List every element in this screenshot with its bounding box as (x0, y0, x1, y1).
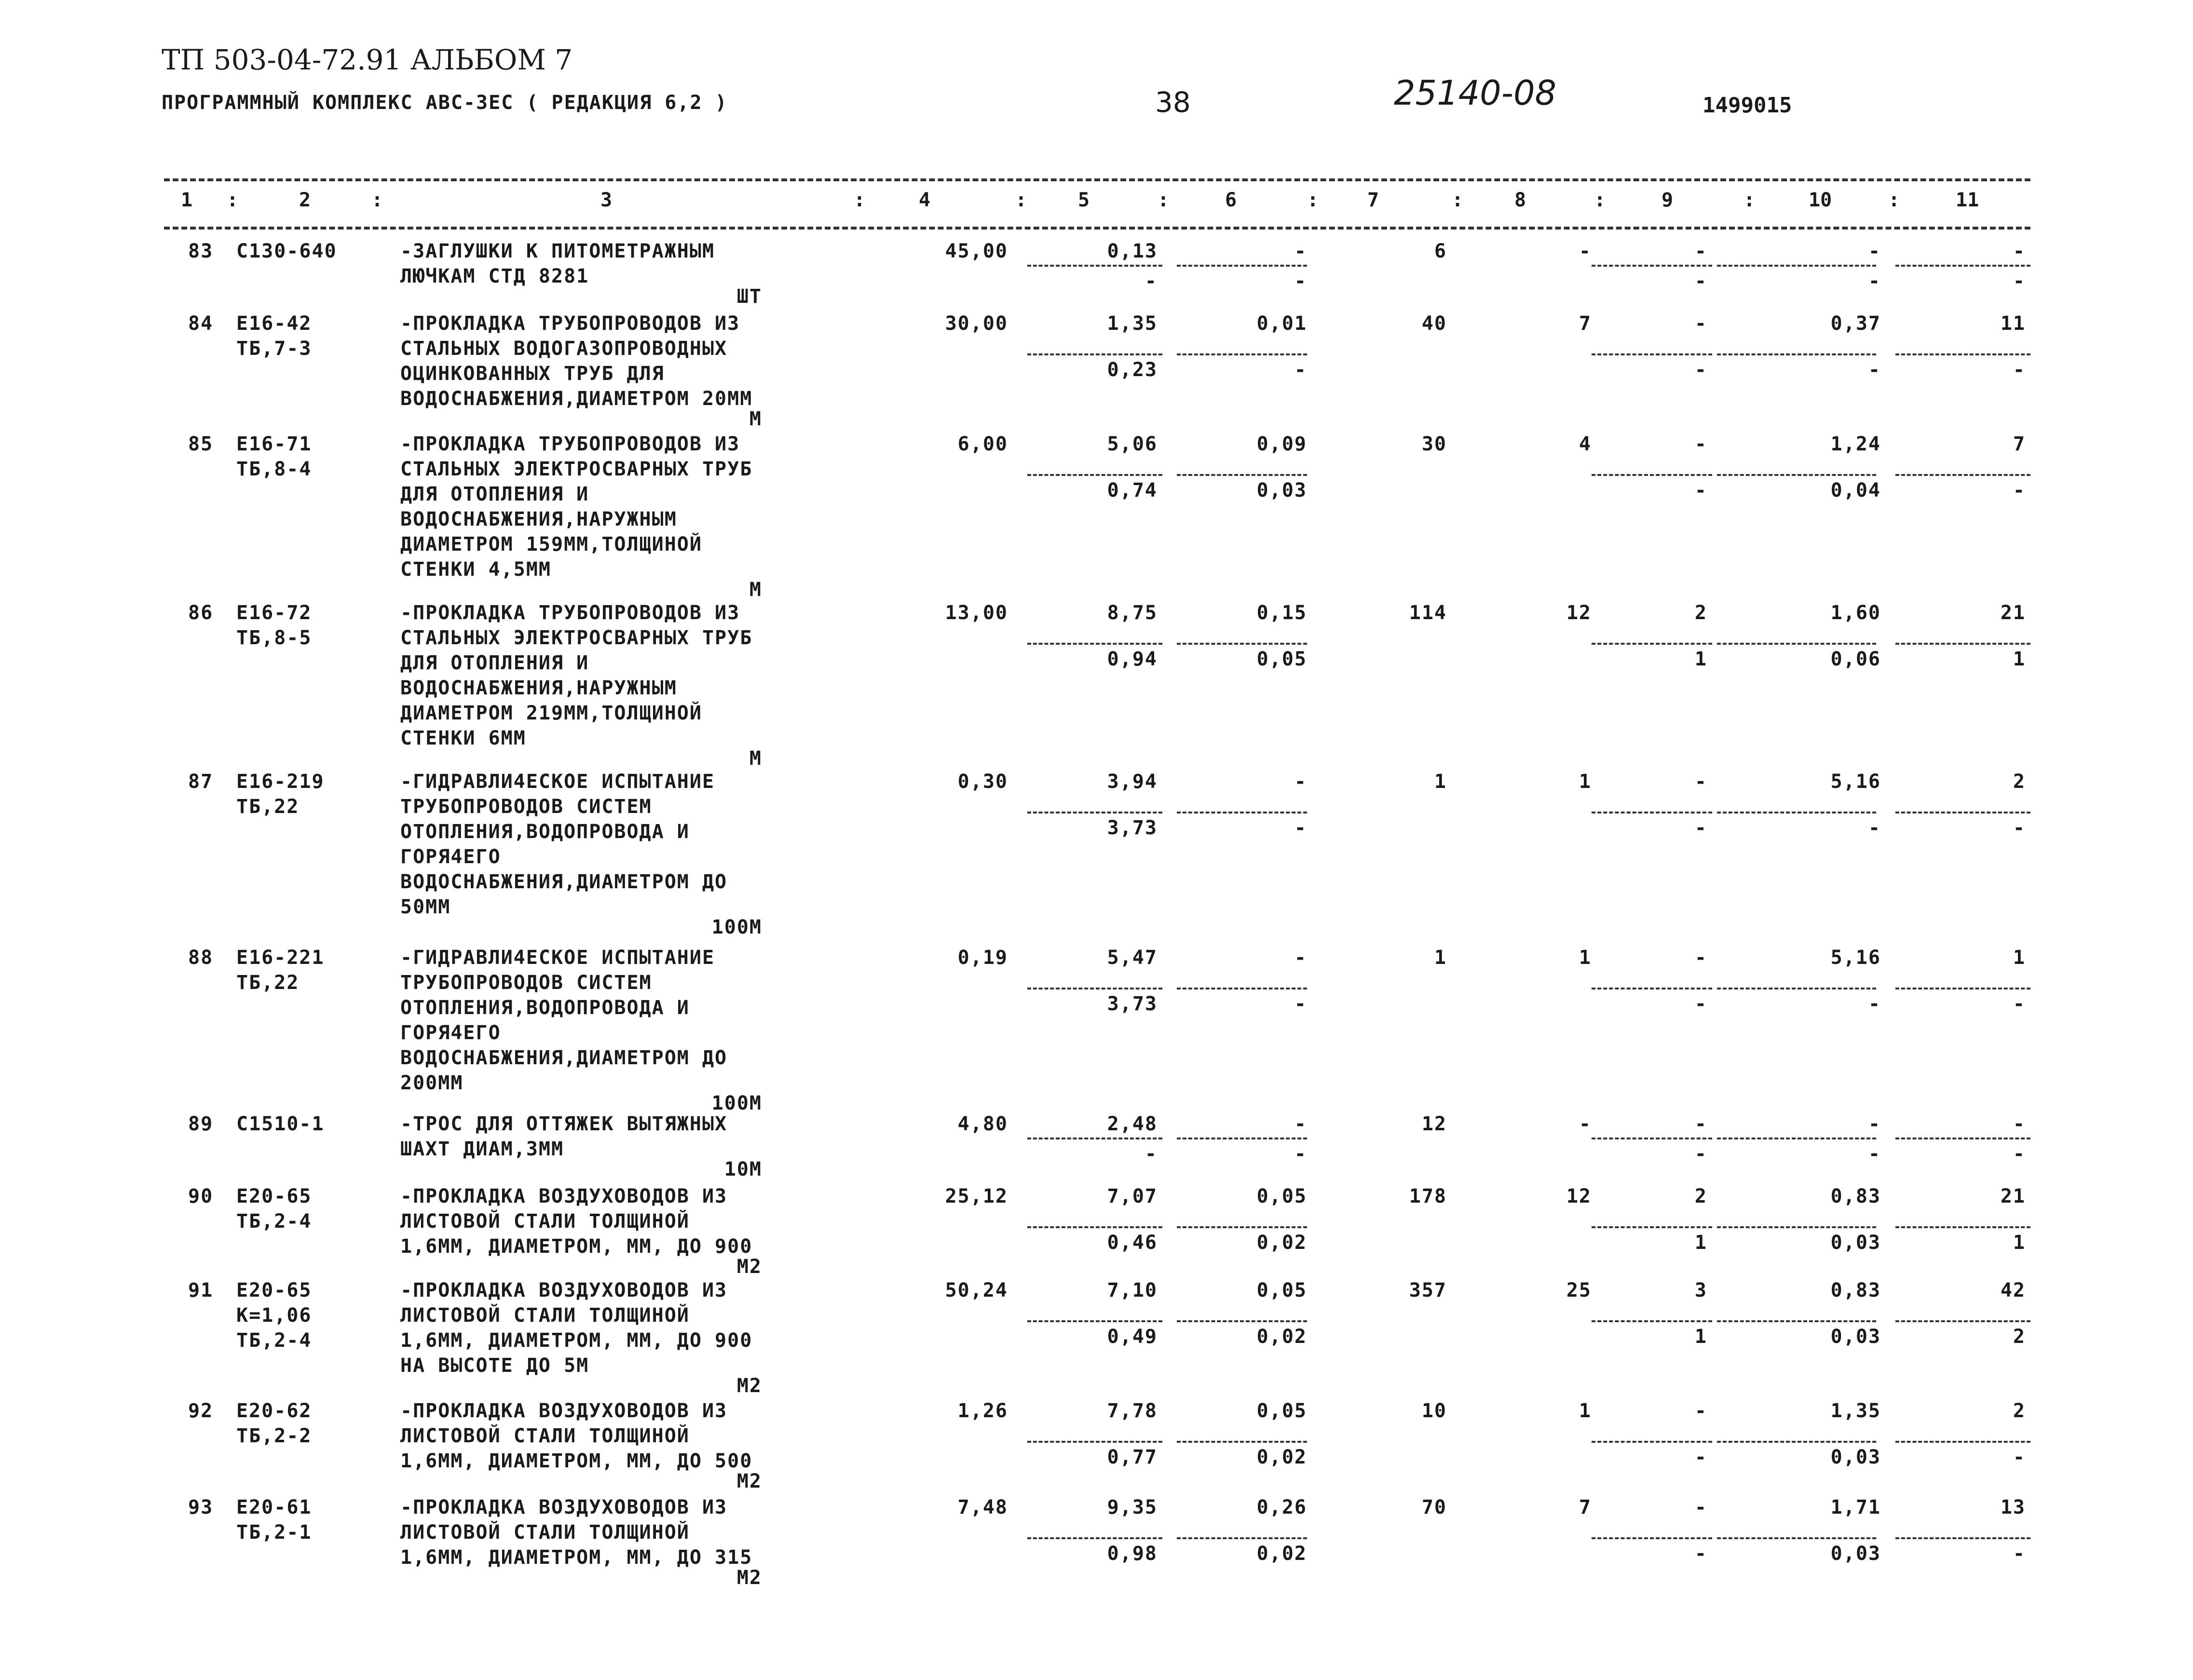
work-description: -ЗАГЛУШКИ К ПИТОМЕТРАЖНЫМ ЛЮЧКАМ СТД 8281 (400, 240, 715, 287)
unit-of-measure: 10М (724, 1158, 762, 1180)
value-col11-lower: - (2013, 1543, 2026, 1565)
column-separator: : (1888, 189, 1900, 211)
value-col11: 21 (2000, 602, 2026, 624)
value-divider (1177, 474, 1307, 476)
unit-of-measure: 100М (711, 916, 762, 938)
value-col5-lower: - (1144, 270, 1158, 293)
value-col9-lower: 1 (1694, 1326, 1707, 1348)
value-divider (1177, 265, 1307, 267)
value-divider (1177, 812, 1307, 813)
value-divider (1717, 265, 1876, 267)
value-divider (1895, 812, 2030, 813)
quantity: 25,12 (945, 1185, 1008, 1207)
value-col9: 2 (1694, 602, 1707, 624)
value-divider (1592, 1537, 1712, 1539)
value-col9: - (1694, 947, 1707, 969)
row-number: 85 (188, 433, 214, 455)
value-divider (1177, 643, 1307, 645)
value-col11: - (2013, 1113, 2026, 1135)
work-description: -ПРОКЛАДКА ТРУБОПРОВОДОВ ИЗ СТАЛЬНЫХ ВОДОГАЗОПРОВОДНЫХ ОЦИНКОВАННЫХ ТРУБ ДЛЯ ВОДОСНАБЖЕНИЯ,ДИАМЕТРОМ 20ММ (400, 312, 753, 410)
column-separator: : (1158, 189, 1170, 211)
value-col6: - (1294, 771, 1307, 793)
value-col6: - (1294, 947, 1307, 969)
value-col9: 2 (1694, 1185, 1707, 1207)
value-col5: 5,47 (1107, 947, 1158, 969)
table-top-rule (164, 178, 2030, 181)
column-separator: : (1015, 189, 1027, 211)
value-col5: 0,13 (1107, 240, 1158, 262)
value-col9-lower: - (1694, 1446, 1707, 1468)
handwritten-code: 25140-08 (1394, 73, 1557, 113)
column-header: 3 (600, 189, 613, 211)
value-col5-lower: 0,94 (1107, 648, 1158, 670)
value-col8: 7 (1579, 312, 1592, 335)
value-col8: 1 (1579, 947, 1592, 969)
value-col7: 1 (1434, 947, 1447, 969)
value-divider (1895, 1138, 2030, 1139)
column-header: 8 (1514, 189, 1526, 211)
work-description: -ПРОКЛАДКА ТРУБОПРОВОДОВ ИЗ СТАЛЬНЫХ ЭЛЕКТРОСВАРНЫХ ТРУБ ДЛЯ ОТОПЛЕНИЯ И ВОДОСНАБЖЕНИЯ,НАРУЖНЫМ ДИАМЕТРОМ 219ММ,ТОЛЩИНОЙ СТЕНКИ 6ММ (400, 602, 753, 749)
column-header: 9 (1662, 189, 1674, 211)
value-col6-lower: - (1294, 1143, 1307, 1165)
value-col10: - (1868, 240, 1881, 262)
column-header: 6 (1225, 189, 1237, 211)
value-col5-lower: - (1144, 1143, 1158, 1165)
value-col10-lower: 0,03 (1830, 1326, 1881, 1348)
quantity: 1,26 (957, 1400, 1008, 1422)
row-number: 88 (188, 947, 214, 969)
value-col10-lower: - (1868, 993, 1881, 1015)
unit-of-measure: М2 (736, 1375, 762, 1397)
value-col5: 5,06 (1107, 433, 1158, 455)
value-divider (1895, 1537, 2030, 1539)
resource-code: Е20-65 К=1,06 ТБ,2-4 (236, 1279, 312, 1352)
work-description: -ПРОКЛАДКА ВОЗДУХОВОДОВ ИЗ ЛИСТОВОЙ СТАЛИ ТОЛЩИНОЙ 1,6ММ, ДИАМЕТРОМ, ММ, ДО 500 (400, 1400, 753, 1472)
value-divider (1027, 1320, 1162, 1322)
work-description: -ПРОКЛАДКА ВОЗДУХОВОДОВ ИЗ ЛИСТОВОЙ СТАЛИ ТОЛЩИНОЙ 1,6ММ, ДИАМЕТРОМ, ММ, ДО 900 НА ВЫСОТЕ ДО 5М (400, 1279, 753, 1377)
value-divider (1717, 1138, 1876, 1139)
row-number: 87 (188, 771, 214, 793)
value-col10: 1,71 (1830, 1496, 1881, 1518)
column-header: 7 (1367, 189, 1379, 211)
column-separator: : (1452, 189, 1464, 211)
value-col5-lower: 0,46 (1107, 1232, 1158, 1254)
unit-of-measure: М2 (736, 1256, 762, 1278)
column-header: 10 (1809, 189, 1832, 211)
resource-code: Е16-221 ТБ,22 (236, 947, 325, 994)
value-col6: - (1294, 240, 1307, 262)
value-divider (1177, 1226, 1307, 1228)
value-col11-lower: - (2013, 1143, 2026, 1165)
row-number: 83 (188, 240, 214, 262)
resource-code: С130-640 (236, 240, 337, 262)
value-divider (1027, 1138, 1162, 1139)
value-col7: 12 (1421, 1113, 1447, 1135)
value-divider (1027, 474, 1162, 476)
unit-of-measure: 100М (711, 1092, 762, 1114)
row-number: 89 (188, 1113, 214, 1135)
value-col6: 0,05 (1256, 1185, 1307, 1207)
row-number: 91 (188, 1279, 214, 1301)
value-col11-lower: - (2013, 1446, 2026, 1468)
row-number: 86 (188, 602, 214, 624)
value-col9-lower: - (1694, 993, 1707, 1015)
value-col11-lower: 1 (2013, 648, 2026, 670)
quantity: 4,80 (957, 1113, 1008, 1135)
value-col11: 13 (2000, 1496, 2026, 1518)
value-col5: 3,94 (1107, 771, 1158, 793)
value-col6-lower: - (1294, 993, 1307, 1015)
value-divider (1027, 988, 1162, 989)
value-divider (1895, 474, 2030, 476)
value-divider (1592, 1320, 1712, 1322)
work-description: -ПРОКЛАДКА ВОЗДУХОВОДОВ ИЗ ЛИСТОВОЙ СТАЛИ ТОЛЩИНОЙ 1,6ММ, ДИАМЕТРОМ, ММ, ДО 900 (400, 1185, 753, 1258)
work-description: -ГИДРАВЛИ4ЕСКОЕ ИСПЫТАНИЕ ТРУБОПРОВОДОВ СИСТЕМ ОТОПЛЕНИЯ,ВОДОПРОВОДА И ГОРЯ4ЕГО ВОДОСНАБЖЕНИЯ,ДИАМЕТРОМ ДО 50ММ (400, 771, 728, 918)
value-col5-lower: 0,49 (1107, 1326, 1158, 1348)
value-col9-lower: - (1694, 270, 1707, 293)
value-col10-lower: 0,03 (1830, 1232, 1881, 1254)
value-col6: 0,05 (1256, 1400, 1307, 1422)
value-col11-lower: - (2013, 359, 2026, 381)
value-col10: 0,37 (1830, 312, 1881, 335)
value-col8: 4 (1579, 433, 1592, 455)
value-col10-lower: - (1868, 1143, 1881, 1165)
resource-code: С1510-1 (236, 1113, 325, 1135)
value-col10: - (1868, 1113, 1881, 1135)
value-divider (1895, 353, 2030, 355)
value-col8: 12 (1566, 602, 1592, 624)
value-col11: 7 (2013, 433, 2026, 455)
value-col5: 2,48 (1107, 1113, 1158, 1135)
value-col10: 5,16 (1830, 947, 1881, 969)
value-divider (1592, 812, 1712, 813)
value-col8: 7 (1579, 1496, 1592, 1518)
value-col7: 30 (1421, 433, 1447, 455)
value-col11-lower: - (2013, 270, 2026, 293)
value-divider (1027, 1441, 1162, 1443)
value-divider (1717, 1320, 1876, 1322)
value-col9: - (1694, 312, 1707, 335)
page-number: 38 (1155, 86, 1191, 119)
value-col7: 114 (1409, 602, 1447, 624)
column-header: 4 (919, 189, 931, 211)
value-divider (1592, 643, 1712, 645)
value-col6-lower: - (1294, 817, 1307, 839)
value-col5: 9,35 (1107, 1496, 1158, 1518)
value-divider (1895, 643, 2030, 645)
value-col6: 0,26 (1256, 1496, 1307, 1518)
work-description: -ПРОКЛАДКА ТРУБОПРОВОДОВ ИЗ СТАЛЬНЫХ ЭЛЕКТРОСВАРНЫХ ТРУБ ДЛЯ ОТОПЛЕНИЯ И ВОДОСНАБЖЕНИЯ,НАРУЖНЫМ ДИАМЕТРОМ 159ММ,ТОЛЩИНОЙ СТЕНКИ 4,5ММ (400, 433, 753, 581)
column-separator: : (1744, 189, 1756, 211)
value-divider (1895, 265, 2030, 267)
value-divider (1895, 1320, 2030, 1322)
value-divider (1592, 353, 1712, 355)
value-col10-lower: - (1868, 817, 1881, 839)
value-divider (1177, 1537, 1307, 1539)
quantity: 50,24 (945, 1279, 1008, 1301)
value-divider (1717, 1226, 1876, 1228)
value-divider (1592, 1138, 1712, 1139)
value-col6-lower: 0,05 (1256, 648, 1307, 670)
value-col11: 2 (2013, 1400, 2026, 1422)
value-col6: 0,05 (1256, 1279, 1307, 1301)
value-col9-lower: - (1694, 359, 1707, 381)
table-header-rule (164, 227, 2030, 230)
value-divider (1895, 1226, 2030, 1228)
value-col11: 42 (2000, 1279, 2026, 1301)
column-separator: : (371, 189, 383, 211)
value-col5-lower: 0,98 (1107, 1543, 1158, 1565)
value-col11-lower: - (2013, 993, 2026, 1015)
value-col8: 25 (1566, 1279, 1592, 1301)
value-divider (1717, 988, 1876, 989)
value-col6-lower: 0,03 (1256, 479, 1307, 501)
value-col9-lower: - (1694, 479, 1707, 501)
value-col11: - (2013, 240, 2026, 262)
quantity: 30,00 (945, 312, 1008, 335)
value-col11: 2 (2013, 771, 2026, 793)
value-col6-lower: 0,02 (1256, 1446, 1307, 1468)
column-separator: : (854, 189, 866, 211)
value-divider (1895, 1441, 2030, 1443)
value-divider (1717, 1537, 1876, 1539)
resource-code: Е16-71 ТБ,8-4 (236, 433, 312, 480)
value-col5: 8,75 (1107, 602, 1158, 624)
value-col6: 0,15 (1256, 602, 1307, 624)
value-divider (1592, 1441, 1712, 1443)
value-col6-lower: 0,02 (1256, 1543, 1307, 1565)
value-col7: 10 (1421, 1400, 1447, 1422)
value-col8: - (1579, 240, 1592, 262)
value-col7: 40 (1421, 312, 1447, 335)
value-col10: 1,35 (1830, 1400, 1881, 1422)
resource-code: Е16-72 ТБ,8-5 (236, 602, 312, 649)
value-col7: 6 (1434, 240, 1447, 262)
value-col6: 0,01 (1256, 312, 1307, 335)
quantity: 13,00 (945, 602, 1008, 624)
resource-code: Е20-61 ТБ,2-1 (236, 1496, 312, 1544)
row-number: 93 (188, 1496, 214, 1518)
value-col6: 0,09 (1256, 433, 1307, 455)
column-header: 11 (1956, 189, 1979, 211)
value-col9-lower: - (1694, 1143, 1707, 1165)
column-header: 1 (181, 189, 193, 211)
value-col9: - (1694, 1400, 1707, 1422)
unit-of-measure: М (749, 408, 762, 430)
value-divider (1592, 988, 1712, 989)
unit-of-measure: М2 (736, 1470, 762, 1492)
value-col10-lower: 0,04 (1830, 479, 1881, 501)
document-number: 1499015 (1703, 93, 1792, 118)
resource-code: Е20-62 ТБ,2-2 (236, 1400, 312, 1447)
value-col9-lower: 1 (1694, 648, 1707, 670)
value-col9: - (1694, 433, 1707, 455)
value-col11-lower: 1 (2013, 1232, 2026, 1254)
value-divider (1177, 353, 1307, 355)
unit-of-measure: М (749, 579, 762, 601)
value-divider (1717, 812, 1876, 813)
unit-of-measure: М (749, 747, 762, 770)
value-col8: 1 (1579, 1400, 1592, 1422)
column-separator: : (1594, 189, 1606, 211)
value-divider (1027, 812, 1162, 813)
value-divider (1717, 474, 1876, 476)
value-col9: - (1694, 1496, 1707, 1518)
work-description: -ТРОС ДЛЯ ОТТЯЖЕК ВЫТЯЖНЫХ ШАХТ ДИАМ,3ММ (400, 1113, 728, 1160)
value-col5-lower: 3,73 (1107, 817, 1158, 839)
value-col5-lower: 0,23 (1107, 359, 1158, 381)
value-col11: 1 (2013, 947, 2026, 969)
value-col10: 5,16 (1830, 771, 1881, 793)
value-col8: 12 (1566, 1185, 1592, 1207)
program-title: ПРОГРАММНЫЙ КОМПЛЕКС АВС-3ЕС ( РЕДАКЦИЯ 6,2 ) (162, 92, 728, 114)
quantity: 6,00 (957, 433, 1008, 455)
column-header: 5 (1078, 189, 1090, 211)
value-col9-lower: 1 (1694, 1232, 1707, 1254)
work-description: -ПРОКЛАДКА ВОЗДУХОВОДОВ ИЗ ЛИСТОВОЙ СТАЛИ ТОЛЩИНОЙ 1,6ММ, ДИАМЕТРОМ, ММ, ДО 315 (400, 1496, 753, 1569)
value-divider (1177, 988, 1307, 989)
value-col7: 357 (1409, 1279, 1447, 1301)
value-col9-lower: - (1694, 1543, 1707, 1565)
quantity: 0,30 (957, 771, 1008, 793)
value-col9: - (1694, 240, 1707, 262)
column-header: 2 (299, 189, 311, 211)
value-col10: 0,83 (1830, 1279, 1881, 1301)
value-col5-lower: 3,73 (1107, 993, 1158, 1015)
value-col11: 21 (2000, 1185, 2026, 1207)
value-col6-lower: 0,02 (1256, 1326, 1307, 1348)
value-col10-lower: - (1868, 270, 1881, 293)
value-col5: 7,78 (1107, 1400, 1158, 1422)
value-divider (1177, 1320, 1307, 1322)
value-col6-lower: - (1294, 270, 1307, 293)
value-col7: 178 (1409, 1185, 1447, 1207)
value-col6-lower: 0,02 (1256, 1232, 1307, 1254)
unit-of-measure: ШТ (736, 285, 762, 308)
value-col11-lower: 2 (2013, 1326, 2026, 1348)
value-col7: 70 (1421, 1496, 1447, 1518)
value-col9-lower: - (1694, 817, 1707, 839)
value-col6: - (1294, 1113, 1307, 1135)
value-col9: - (1694, 1113, 1707, 1135)
row-number: 90 (188, 1185, 214, 1207)
value-divider (1027, 1226, 1162, 1228)
resource-code: Е16-219 ТБ,22 (236, 771, 325, 818)
value-col11: 11 (2000, 312, 2026, 335)
value-divider (1027, 265, 1162, 267)
value-col10: 0,83 (1830, 1185, 1881, 1207)
value-divider (1717, 353, 1876, 355)
value-col10-lower: 0,06 (1830, 648, 1881, 670)
value-col8: - (1579, 1113, 1592, 1135)
value-col8: 1 (1579, 771, 1592, 793)
value-col10: 1,24 (1830, 433, 1881, 455)
work-description: -ГИДРАВЛИ4ЕСКОЕ ИСПЫТАНИЕ ТРУБОПРОВОДОВ СИСТЕМ ОТОПЛЕНИЯ,ВОДОПРОВОДА И ГОРЯ4ЕГО ВОДОСНАБЖЕНИЯ,ДИАМЕТРОМ ДО 200ММ (400, 947, 728, 1094)
value-col10: 1,60 (1830, 602, 1881, 624)
value-divider (1592, 1226, 1712, 1228)
value-col5: 1,35 (1107, 312, 1158, 335)
value-col7: 1 (1434, 771, 1447, 793)
value-col5-lower: 0,74 (1107, 479, 1158, 501)
quantity: 0,19 (957, 947, 1008, 969)
value-divider (1177, 1441, 1307, 1443)
value-col9: - (1694, 771, 1707, 793)
value-col10-lower: 0,03 (1830, 1446, 1881, 1468)
value-divider (1027, 643, 1162, 645)
value-col5: 7,07 (1107, 1185, 1158, 1207)
value-divider (1717, 1441, 1876, 1443)
quantity: 45,00 (945, 240, 1008, 262)
unit-of-measure: М2 (736, 1567, 762, 1589)
value-col5: 7,10 (1107, 1279, 1158, 1301)
value-divider (1895, 988, 2030, 989)
value-divider (1592, 474, 1712, 476)
row-number: 84 (188, 312, 214, 335)
resource-code: Е16-42 ТБ,7-3 (236, 312, 312, 360)
column-separator: : (227, 189, 239, 211)
value-col11-lower: - (2013, 817, 2026, 839)
value-divider (1177, 1138, 1307, 1139)
value-col10-lower: 0,03 (1830, 1543, 1881, 1565)
value-divider (1717, 643, 1876, 645)
value-col5-lower: 0,77 (1107, 1446, 1158, 1468)
value-divider (1027, 353, 1162, 355)
column-separator: : (1307, 189, 1319, 211)
row-number: 92 (188, 1400, 214, 1422)
value-col6-lower: - (1294, 359, 1307, 381)
value-col11-lower: - (2013, 479, 2026, 501)
resource-code: Е20-65 ТБ,2-4 (236, 1185, 312, 1233)
value-divider (1592, 265, 1712, 267)
value-col9: 3 (1694, 1279, 1707, 1301)
quantity: 7,48 (957, 1496, 1008, 1518)
value-col10-lower: - (1868, 359, 1881, 381)
document-title: ТП 503-04-72.91 АЛЬБОМ 7 (162, 43, 573, 76)
value-divider (1027, 1537, 1162, 1539)
